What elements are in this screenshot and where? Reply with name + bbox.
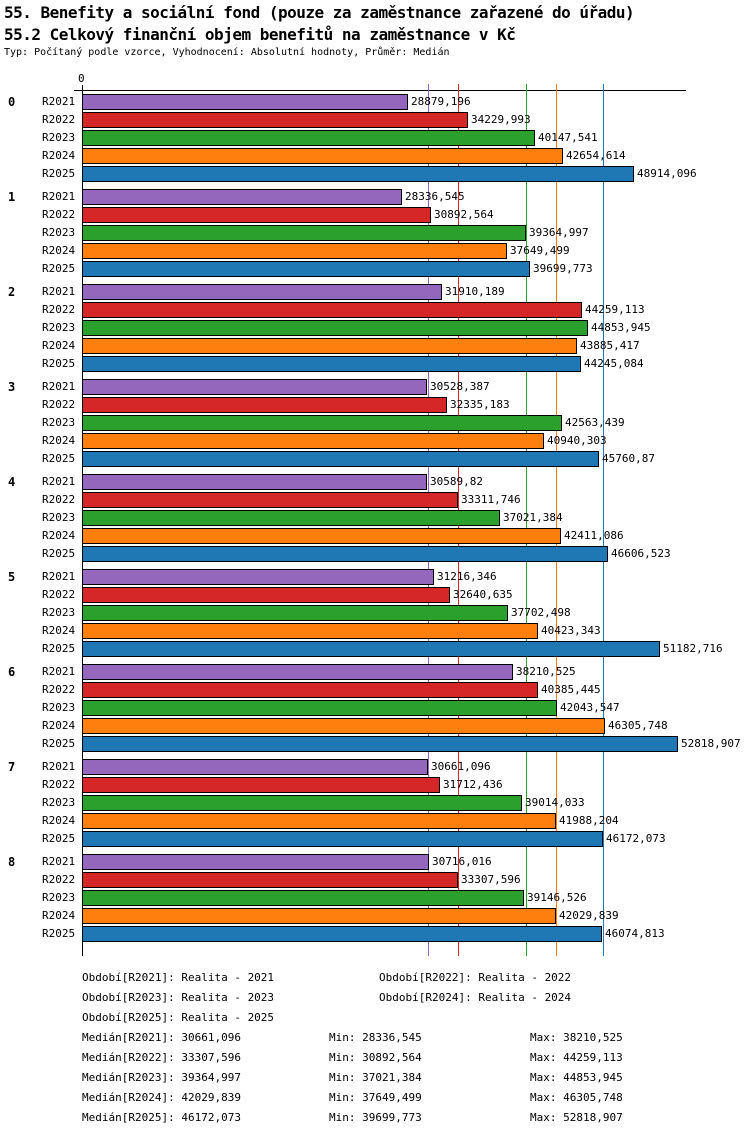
bar-row: [42, 242, 686, 260]
series-label: R2023: [42, 796, 76, 809]
bar-5-R2021: [82, 569, 434, 585]
bar-value-label: 42411,086: [564, 529, 624, 542]
legend-median-label: Medián[R2025]: 46172,073: [82, 1111, 241, 1124]
series-label: R2025: [42, 927, 76, 940]
bar-value-label: 38210,525: [516, 665, 576, 678]
bar-row: [42, 586, 686, 604]
bar-0-R2023: [82, 130, 535, 146]
bar-value-label: 44259,113: [585, 303, 645, 316]
series-label: R2025: [42, 832, 76, 845]
bar-row: [42, 355, 686, 373]
series-label: R2023: [42, 891, 76, 904]
series-label: R2022: [42, 113, 76, 126]
bar-value-label: 52818,907: [681, 737, 741, 750]
bar-row: [42, 925, 686, 943]
group-label: 2: [8, 285, 16, 299]
bar-3-R2021: [82, 379, 427, 395]
legend-min-label: Min: 30892,564: [329, 1051, 422, 1064]
bar-value-label: 43885,417: [580, 339, 640, 352]
legend-stat-row: [82, 1048, 750, 1068]
y-axis-line: [82, 85, 83, 956]
group-label: 1: [8, 190, 16, 204]
legend-max-label: Max: 38210,525: [530, 1031, 623, 1044]
bar-row: [42, 396, 686, 414]
bar-0-R2021: [82, 94, 408, 110]
bar-1-R2025: [82, 261, 530, 277]
legend-median-label: Medián[R2022]: 33307,596: [82, 1051, 241, 1064]
bar-row: [42, 432, 686, 450]
bar-1-R2024: [82, 243, 507, 259]
bar-value-label: 40385,445: [541, 683, 601, 696]
legend-period-label: Období[R2021]: Realita - 2021: [82, 971, 275, 984]
bar-group-2: [8, 283, 686, 373]
bar-3-R2025: [82, 451, 599, 467]
series-label: R2024: [42, 339, 76, 352]
bar-value-label: 33307,596: [461, 873, 521, 886]
bar-row: [8, 853, 686, 871]
legend-max-label: Max: 46305,748: [530, 1091, 623, 1104]
bar-value-label: 30528,387: [430, 380, 490, 393]
bar-row: [42, 717, 686, 735]
series-label: R2021: [42, 665, 76, 678]
series-label: R2024: [42, 624, 76, 637]
series-label: R2023: [42, 226, 76, 239]
legend-period-label: Období[R2024]: Realita - 2024: [379, 991, 572, 1004]
series-label: R2022: [42, 303, 76, 316]
bar-row: [42, 509, 686, 527]
legend-stat-row: [82, 1088, 750, 1108]
bar-value-label: 46074,813: [605, 927, 665, 940]
legend-max-label: Max: 44259,113: [530, 1051, 623, 1064]
bar-value-label: 37649,499: [510, 244, 570, 257]
group-label: 8: [8, 855, 16, 869]
bar-row: [42, 301, 686, 319]
bar-row: [42, 830, 686, 848]
series-label: R2025: [42, 357, 76, 370]
bar-value-label: 30661,096: [431, 760, 491, 773]
series-label: R2024: [42, 529, 76, 542]
bar-row: [42, 622, 686, 640]
group-label: 3: [8, 380, 16, 394]
series-label: R2022: [42, 208, 76, 221]
bar-value-label: 48914,096: [637, 167, 697, 180]
group-label: 5: [8, 570, 16, 584]
bar-row: [42, 165, 697, 183]
bar-3-R2022: [82, 397, 447, 413]
bar-3-R2024: [82, 433, 544, 449]
legend-stat-row: [82, 1108, 750, 1128]
series-label: R2024: [42, 909, 76, 922]
chart-title: 55.2 Celkový finanční objem benefitů na zaměstnance v Kč: [4, 25, 516, 44]
bar-value-label: 46305,748: [608, 719, 668, 732]
bar-value-label: 28879,196: [411, 95, 471, 108]
series-label: R2021: [42, 475, 76, 488]
bar-6-R2021: [82, 664, 513, 680]
bar-row: [42, 776, 686, 794]
series-label: R2022: [42, 588, 76, 601]
legend-stat-row: [82, 1068, 750, 1088]
series-label: R2021: [42, 760, 76, 773]
bar-4-R2021: [82, 474, 427, 490]
bar-value-label: 44853,945: [591, 321, 651, 334]
bar-7-R2023: [82, 795, 522, 811]
bar-5-R2022: [82, 587, 450, 603]
bar-value-label: 42029,839: [559, 909, 619, 922]
series-label: R2021: [42, 285, 76, 298]
legend-min-label: Min: 39699,773: [329, 1111, 422, 1124]
bar-3-R2023: [82, 415, 562, 431]
bar-2-R2021: [82, 284, 442, 300]
bar-4-R2022: [82, 492, 458, 508]
bar-group-1: [8, 188, 686, 278]
bar-row: [42, 640, 723, 658]
x-axis-zero-label: 0: [78, 72, 85, 85]
x-axis-line: [82, 90, 686, 91]
bar-group-5: [8, 568, 723, 658]
series-label: R2021: [42, 380, 76, 393]
bar-row: [42, 907, 686, 925]
bar-group-0: [8, 93, 697, 183]
bar-2-R2024: [82, 338, 577, 354]
group-label: 6: [8, 665, 16, 679]
bar-row: [42, 129, 686, 147]
bar-1-R2022: [82, 207, 431, 223]
bar-4-R2023: [82, 510, 500, 526]
bar-row: [42, 699, 686, 717]
bar-value-label: 34229,993: [471, 113, 531, 126]
series-label: R2022: [42, 493, 76, 506]
bar-row: [42, 794, 686, 812]
bar-0-R2024: [82, 148, 563, 164]
series-label: R2021: [42, 855, 76, 868]
series-label: R2023: [42, 511, 76, 524]
bar-value-label: 39014,033: [525, 796, 585, 809]
series-label: R2023: [42, 606, 76, 619]
bar-value-label: 40147,541: [538, 131, 598, 144]
bar-group-8: [8, 853, 686, 943]
series-label: R2022: [42, 873, 76, 886]
bar-row: [42, 527, 686, 545]
bar-group-7: [8, 758, 686, 848]
bar-6-R2022: [82, 682, 538, 698]
series-label: R2021: [42, 95, 76, 108]
bar-row: [8, 93, 686, 111]
series-label: R2023: [42, 701, 76, 714]
bar-value-label: 30892,564: [434, 208, 494, 221]
bar-groups: [8, 93, 741, 948]
series-label: R2024: [42, 814, 76, 827]
bar-value-label: 32640,635: [453, 588, 513, 601]
bar-0-R2022: [82, 112, 468, 128]
bar-row: [8, 663, 686, 681]
bar-row: [8, 378, 686, 396]
series-label: R2025: [42, 642, 76, 655]
bar-4-R2024: [82, 528, 561, 544]
series-label: R2024: [42, 244, 76, 257]
bar-value-label: 41988,204: [559, 814, 619, 827]
series-label: R2021: [42, 190, 76, 203]
bar-2-R2023: [82, 320, 588, 336]
legend-period-row: [82, 968, 750, 988]
bar-value-label: 33311,746: [461, 493, 521, 506]
bar-4-R2025: [82, 546, 608, 562]
bar-row: [8, 473, 686, 491]
series-label: R2025: [42, 452, 76, 465]
bar-0-R2025: [82, 166, 634, 182]
chart-subtitle: Typ: Počítaný podle vzorce, Vyhodnocení: Absolutní hodnoty, Průměr: Medián: [4, 47, 450, 58]
series-label: R2025: [42, 262, 76, 275]
bar-value-label: 45760,87: [602, 452, 655, 465]
bar-value-label: 40423,343: [541, 624, 601, 637]
group-label: 4: [8, 475, 16, 489]
legend-period-label: Období[R2022]: Realita - 2022: [379, 971, 572, 984]
bar-row: [42, 224, 686, 242]
bar-8-R2024: [82, 908, 556, 924]
bar-value-label: 37021,384: [503, 511, 563, 524]
legend: [82, 968, 750, 1128]
bar-row: [42, 491, 686, 509]
legend-min-label: Min: 28336,545: [329, 1031, 422, 1044]
bar-value-label: 42043,547: [560, 701, 620, 714]
series-label: R2022: [42, 683, 76, 696]
bar-row: [42, 812, 686, 830]
group-label: 7: [8, 760, 16, 774]
bar-1-R2021: [82, 189, 402, 205]
series-label: R2025: [42, 547, 76, 560]
bar-row: [42, 319, 686, 337]
series-label: R2022: [42, 398, 76, 411]
bar-7-R2022: [82, 777, 440, 793]
bar-7-R2025: [82, 831, 603, 847]
bar-value-label: 31712,436: [443, 778, 503, 791]
bar-value-label: 28336,545: [405, 190, 465, 203]
bar-row: [42, 260, 686, 278]
series-label: R2025: [42, 737, 76, 750]
y-axis-tick: [74, 90, 82, 91]
bar-value-label: 31910,189: [445, 285, 505, 298]
legend-period-label: Období[R2025]: Realita - 2025: [82, 1011, 275, 1024]
bar-value-label: 42563,439: [565, 416, 625, 429]
legend-min-label: Min: 37649,499: [329, 1091, 422, 1104]
bar-value-label: 32335,183: [450, 398, 510, 411]
bar-group-4: [8, 473, 686, 563]
series-label: R2024: [42, 434, 76, 447]
bar-value-label: 46606,523: [611, 547, 671, 560]
bar-row: [8, 188, 686, 206]
bar-8-R2022: [82, 872, 458, 888]
series-label: R2024: [42, 719, 76, 732]
bar-row: [8, 568, 686, 586]
bar-6-R2024: [82, 718, 605, 734]
bar-value-label: 31216,346: [437, 570, 497, 583]
bar-6-R2025: [82, 736, 678, 752]
bar-5-R2023: [82, 605, 508, 621]
bar-group-6: [8, 663, 741, 753]
bar-row: [42, 147, 686, 165]
bar-7-R2021: [82, 759, 428, 775]
bar-value-label: 42654,614: [566, 149, 626, 162]
bar-row: [42, 111, 686, 129]
bar-value-label: 39146,526: [527, 891, 587, 904]
bar-6-R2023: [82, 700, 557, 716]
legend-median-label: Medián[R2021]: 30661,096: [82, 1031, 241, 1044]
bar-2-R2022: [82, 302, 582, 318]
legend-period-label: Období[R2023]: Realita - 2023: [82, 991, 275, 1004]
bar-8-R2021: [82, 854, 429, 870]
plot-area: [8, 72, 741, 943]
bar-row: [42, 414, 686, 432]
series-label: R2023: [42, 131, 76, 144]
series-label: R2025: [42, 167, 76, 180]
legend-median-label: Medián[R2023]: 39364,997: [82, 1071, 241, 1084]
bar-row: [42, 337, 686, 355]
bar-value-label: 44245,084: [584, 357, 644, 370]
bar-row: [42, 681, 686, 699]
legend-stat-row: [82, 1028, 750, 1048]
bar-value-label: 51182,716: [663, 642, 723, 655]
legend-max-label: Max: 52818,907: [530, 1111, 623, 1124]
bar-row: [42, 871, 686, 889]
bar-row: [8, 758, 686, 776]
page-title: 55. Benefity a sociální fond (pouze za zaměstnance zařazené do úřadu): [4, 3, 635, 22]
bar-value-label: 30716,016: [432, 855, 492, 868]
bar-row: [42, 545, 686, 563]
bar-8-R2025: [82, 926, 602, 942]
bar-value-label: 46172,073: [606, 832, 666, 845]
group-label: 0: [8, 95, 16, 109]
bar-1-R2023: [82, 225, 526, 241]
bar-value-label: 39364,997: [529, 226, 589, 239]
bar-2-R2025: [82, 356, 581, 372]
bar-row: [42, 604, 686, 622]
bar-8-R2023: [82, 890, 524, 906]
legend-median-label: Medián[R2024]: 42029,839: [82, 1091, 241, 1104]
bar-row: [42, 450, 686, 468]
series-label: R2021: [42, 570, 76, 583]
bar-value-label: 37702,498: [511, 606, 571, 619]
bar-value-label: 39699,773: [533, 262, 593, 275]
bar-row: [42, 206, 686, 224]
bar-5-R2024: [82, 623, 538, 639]
bar-row: [8, 283, 686, 301]
bar-row: [42, 889, 686, 907]
legend-period-row: [82, 988, 750, 1008]
series-label: R2024: [42, 149, 76, 162]
series-label: R2023: [42, 416, 76, 429]
bar-5-R2025: [82, 641, 660, 657]
bar-value-label: 30589,82: [430, 475, 483, 488]
bar-row: [42, 735, 741, 753]
bar-group-3: [8, 378, 686, 468]
legend-period-row: [82, 1008, 750, 1028]
series-label: R2023: [42, 321, 76, 334]
legend-min-label: Min: 37021,384: [329, 1071, 422, 1084]
bar-7-R2024: [82, 813, 556, 829]
legend-max-label: Max: 44853,945: [530, 1071, 623, 1084]
series-label: R2022: [42, 778, 76, 791]
bar-value-label: 40940,303: [547, 434, 607, 447]
